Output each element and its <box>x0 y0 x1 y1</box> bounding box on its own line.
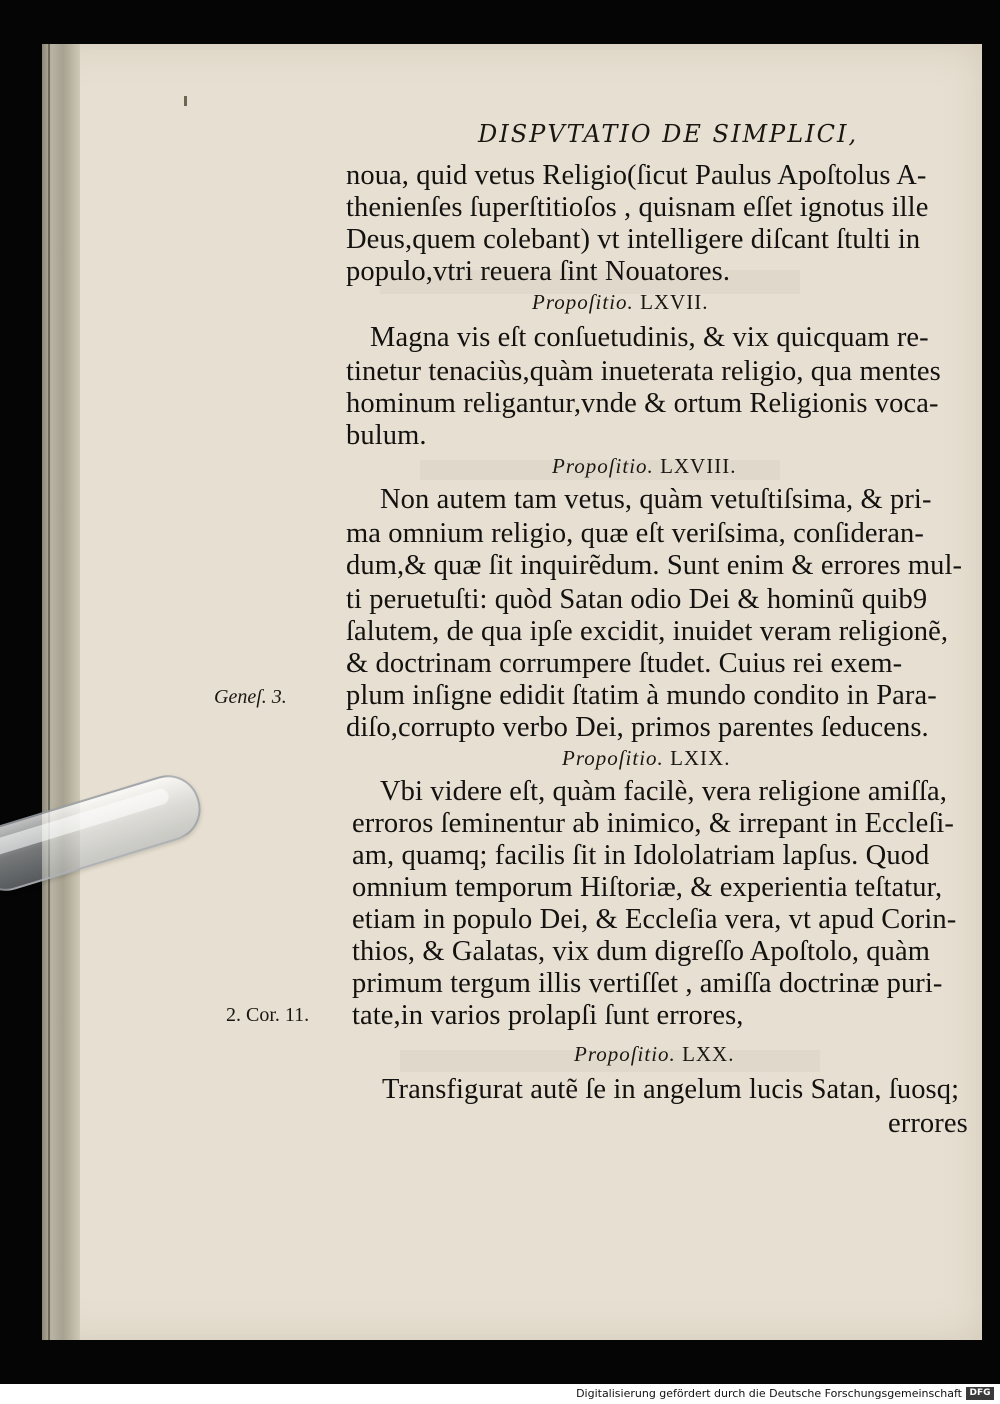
text-line: Non autem tam vetus, quàm vetuſtiſsima, & pri- <box>380 484 932 515</box>
text-line: ma omnium religio, quæ eſt veriſsima, conſideran- <box>346 518 924 549</box>
text-line: tate,in varios prolapſi ſunt errores, <box>352 1000 744 1031</box>
proposition-heading <box>532 290 708 315</box>
text-line: bulum. <box>346 420 427 451</box>
page-stack-edge <box>42 44 80 1340</box>
catchword: errores <box>888 1108 968 1139</box>
text-line: & doctrinam corrumpere ſtudet. Cuius rei exem- <box>346 648 903 679</box>
proposition-heading <box>552 454 736 479</box>
running-title: DISPVTATIO DE SIMPLICI, <box>478 120 859 148</box>
proposition-heading <box>574 1042 734 1067</box>
heading-numeral: LXVIII. <box>660 454 737 478</box>
margin-note: 2. Cor. 11. <box>226 1004 310 1026</box>
heading-numeral: LXIX. <box>670 746 731 770</box>
text-line: am, quamq; facilis ſit in Idololatriam lapſus. Quod <box>352 840 930 871</box>
heading-word: Propoſitio. <box>574 1042 676 1066</box>
funding-credit: Digitalisierung gefördert durch die Deutsche Forschungsgemeinschaft <box>576 1387 962 1400</box>
text-line: tinetur tenaciùs,quàm inueterata religio, qua mentes <box>346 356 941 387</box>
text-line: ti peruetuſti: quòd Satan odio Dei & hominũ quib9 <box>346 584 928 615</box>
text-line: primum tergum illis vertiſſet , amiſſa doctrinæ puri- <box>352 968 943 999</box>
heading-numeral: LXVII. <box>640 290 709 314</box>
text-line: diſo,corrupto verbo Dei, primos parentes ſeducens. <box>346 712 929 743</box>
proposition-heading <box>562 746 730 771</box>
ink-speck <box>184 96 187 106</box>
text-line: omnium temporum Hiſtoriæ, & experientia teſtatur, <box>352 872 943 903</box>
text-line: ſalutem, de qua ipſe excidit, inuidet veram religionẽ, <box>346 616 949 647</box>
text-line: populo,vtri reuera ſint Nouatores. <box>346 256 731 287</box>
heading-numeral: LXX. <box>682 1042 735 1066</box>
text-line: noua, quid vetus Religio(ſicut Paulus Apoſtolus A- <box>346 160 927 191</box>
dfg-logo: DFG <box>966 1387 994 1400</box>
heading-word: Propoſitio. <box>552 454 654 478</box>
digitization-footer <box>0 1384 1000 1404</box>
margin-note: Geneſ. 3. <box>214 686 287 708</box>
text-line: dum,& quæ ſit inquirẽdum. Sunt enim & errores mul- <box>346 550 963 581</box>
text-line: erroros ſeminentur ab inimico, & irrepant in Eccleſi- <box>352 808 955 839</box>
text-line: Deus,quem colebant) vt intelligere diſcant ſtulti in <box>346 224 921 255</box>
text-line: thios, & Galatas, vix dum digreſſo Apoſtolo, quàm <box>352 936 931 967</box>
text-line: hominum religantur,vnde & ortum Religionis voca- <box>346 388 939 419</box>
text-line: plum inſigne edidit ſtatim à mundo condito in Para- <box>346 680 937 711</box>
text-line: etiam in populo Dei, & Eccleſia vera, vt apud Corin- <box>352 904 957 935</box>
text-line: thenienſes ſuperſtitioſos , quisnam eſſet ignotus ille <box>346 192 929 223</box>
heading-word: Propoſitio. <box>532 290 634 314</box>
text-line: Magna vis eſt conſuetudinis, & vix quicquam re- <box>370 322 929 353</box>
text-line: Vbi videre eſt, quàm facilè, vera religione amiſſa, <box>380 776 947 807</box>
text-line: Transfigurat autẽ ſe in angelum lucis Satan, ſuosq; <box>382 1074 960 1105</box>
heading-word: Propoſitio. <box>562 746 664 770</box>
